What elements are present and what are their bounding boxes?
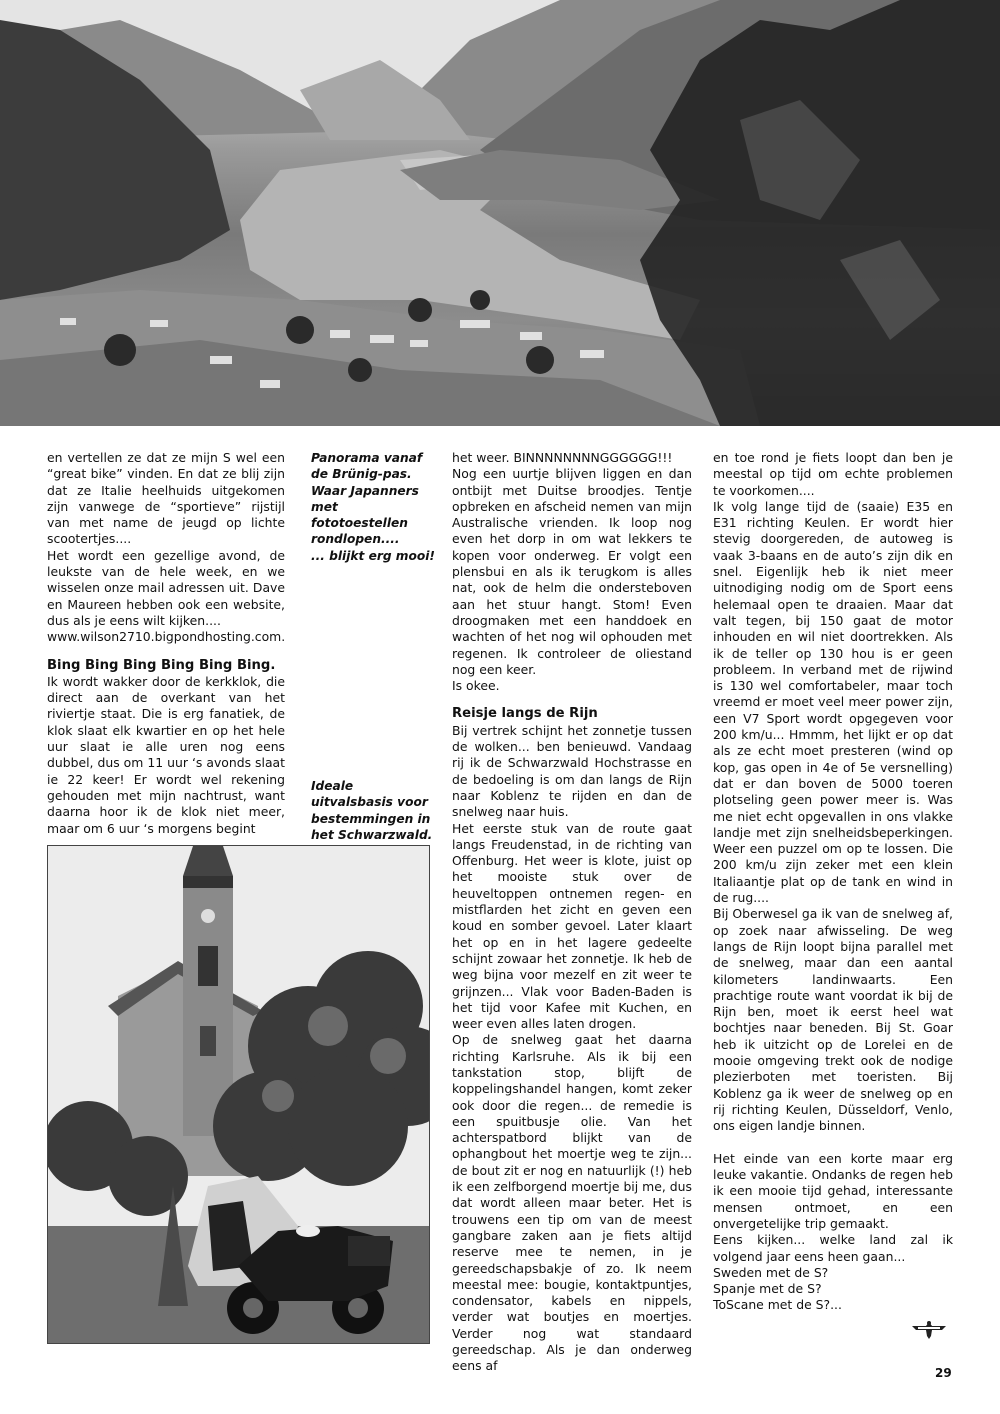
body-paragraph: Het eerste stuk van de route gaat langs Freudenstad, in de richting van Offenburg. Het weer is klote, juist op het mooiste stuk over de heuveltoppen ontnemen regen- en mistflarden het zicht en geven een koud en somber gevoel. Later klaart het op en in het lagere gedeelte schijnt zowaar het zonnetje. Ik heb de weg bijna voor mezelf en zit weer te grijnzen... Vlak voor Baden-Baden is het tijd voor Kafee mit Kuchen, en weer even alles laten drogen. xyxy=(452,820,692,1032)
closing-line: ToScane met de S?... xyxy=(713,1297,842,1313)
article-column-3 xyxy=(452,450,692,1375)
caption-line: Waar Japanners met fototoestellen rondlopen.... xyxy=(311,483,419,547)
body-paragraph: Eens kijken... welke land zal ik volgend jaar eens heen gaan... xyxy=(713,1232,953,1264)
top-panorama-photo xyxy=(0,0,1000,426)
section-heading-rijn: Reisje langs de Rijn xyxy=(452,706,598,722)
landscape-photo-icon xyxy=(0,0,1000,426)
body-paragraph: Nog een uurtje blijven liggen en dan ontbijt met Duitse broodjes. Tentje opbreken en afscheid nemen van mijn Australische vrienden. Ik loop nog even het dorp in om wat lekkers te kopen voor onderweg. Er volgt een plensbui en als ik terugkom is alles nat, ook de helm die ondersteboven aan het stuur hangt. Stom! Even droogmaken met een handdoek en wachten of het nog wil ophouden met regenen. Ik controleer de oliestand nog een keer. xyxy=(452,466,692,677)
body-paragraph: Ik volg lange tijd de (saaie) E35 en E31 richting Keulen. Er wordt hier stevig doorgereden, de autoweg is vaak 3-baans en de auto’s zijn dik en snel. Eigenlijk heb ik niet meer uitnodiging nodig om de Sport eens helemaal open te draaien. Maar dat valt tegen, bij 150 gaat de motor inhouden en wil niet doortrekken. Als ik de teller op 130 hou is er geen probleem. In verband met de rijwind is 130 wel comfortabeler, maar toch vreemd er moet veel meer power zijn, een V7 Sport wordt opgegeven voor 200 km/u... Hmmm, het lijkt er op dat als ze echt moet presteren (wind op kop, gas open in 4e of 5e versnelling) dat er dan boven de 5000 toeren plotseling geen power meer is. Was me niet echt opgevallen in ons vlakke landje met zijn snelheidsbeperkingen. Weer een puzzel om op te lossen. Die 200 km/u zijn zeker met een klein Italiaantje plat op de tank en wind in de rug.... xyxy=(713,498,953,906)
body-paragraph: Bij Oberwesel ga ik van de snelweg af, op zoek naar afwisseling. De weg langs de Rijn loopt bijna parallel met de snelweg, maar dan een aantal kilometers landinwaarts. Een prachtige route want voordat ik bij de Rijn ben, moet ik eerst heel wat bochtjes naar beneden. Bij St. Goar heb ik uitzicht op de Lorelei en de mooie omgeving trekt ook de nodige plezierboten met toeristen. Bij Koblenz ga ik weer de snelweg op en rij richting Keulen, Düsseldorf, Venlo, ons eigen landje binnen. xyxy=(713,906,953,1134)
section-heading-bing: Bing Bing Bing Bing Bing Bing. xyxy=(47,657,276,673)
closing-line: Spanje met de S? xyxy=(713,1281,822,1297)
body-paragraph: en vertellen ze dat ze mijn S wel een “great bike” vinden. En dat ze blij zijn dat ze Italie heelhuids uitgekomen zijn vanwege de “sportieve” rijstijl van met name de jeugd op lichte scootertjes.... xyxy=(47,450,285,547)
campsite-photo xyxy=(47,845,430,1344)
page-number: 29 xyxy=(935,1366,952,1380)
caption-line: Panorama vanaf de Brünig-pas. xyxy=(311,451,423,482)
website-link[interactable]: www.wilson2710.bigpondhosting.com. xyxy=(47,629,286,645)
body-paragraph: en toe rond je fiets loopt dan ben je meestal op tijd om echte problemen te voorkomen.... xyxy=(713,450,953,498)
caption-line: ... blijkt erg mooi! xyxy=(311,548,435,563)
body-paragraph: Is okee. xyxy=(452,678,500,694)
body-paragraph: Het einde van een korte maar erg leuke vakantie. Ondanks de regen heb ik een mooie tijd gehad, interessante mensen ontmoet, en een onvergetelijke trip gemaakt. xyxy=(713,1150,953,1231)
campsite-photo-icon xyxy=(48,846,429,1343)
body-paragraph: Op de snelweg gaat het daarna richting Karlsruhe. Als ik bij een tankstation stop, blijft de koppelingshandel hangen, komt zeker ook door die regen... de remedie is een spuitbusje olie. Van het achterspatbord blijkt van de ophangbout het moertje weg te zijn... de bout zit er nog en natuurlijk (!) heb ik een zelfborgend moertje bij me, dus dat wordt alleen maar beter. Het is trouwens een tip om van de meest gangbare zaken aan je fiets altijd reserve mee te nemen, in je gereedschapsbakje of zo. Ik neem meestal mee: bougie, kontaktpuntjes, condensator, kabels en nippels, verder wat boutjes en moertjes. Verder nog wat standaard gereedschap. Als je dan onderweg eens af xyxy=(452,1032,692,1374)
photo-caption-top xyxy=(311,450,436,564)
paragraph-spacer xyxy=(713,1134,953,1150)
closing-line: Sweden met de S? xyxy=(713,1264,829,1280)
photo-caption-bottom: Ideale uitvalsbasis voor bestemmingen in het Schwarzwald. xyxy=(311,779,433,842)
body-paragraph: Bij vertrek schijnt het zonnetje tussen de wolken... ben benieuwd. Vandaag rij ik de Schwarzwald Hochstrasse en de bedoeling is om dan langs de Rijn naar Koblenz te rijden en dan de snelweg naar huis. xyxy=(452,722,692,820)
body-paragraph: het weer. BINNNNNNNNGGGGGG!!! xyxy=(452,450,673,465)
body-paragraph: Het wordt een gezellige avond, de leukste van de hele week, en we wisselen onze mail adressen uit. Dave en Maureen hebben ook een website, dus als je eens wilt kijken.... xyxy=(47,547,285,628)
moto-guzzi-eagle-icon xyxy=(912,1318,946,1340)
article-column-4 xyxy=(713,450,953,1314)
body-paragraph: Ik wordt wakker door de kerkklok, die direct aan de overkant van het riviertje staat. Die is erg fanatiek, de klok slaat elk kwartier en op het hele uur slaat ie alle uren nog eens dubbel, dus om 11 uur ‘s avonds slaat ie 22 keer! Er wordt wel rekening gehouden met mijn nachtrust, want daarna hoor ik de klok niet meer, maar om 6 uur ‘s morgens begint xyxy=(47,673,285,836)
article-column-1 xyxy=(47,450,285,837)
